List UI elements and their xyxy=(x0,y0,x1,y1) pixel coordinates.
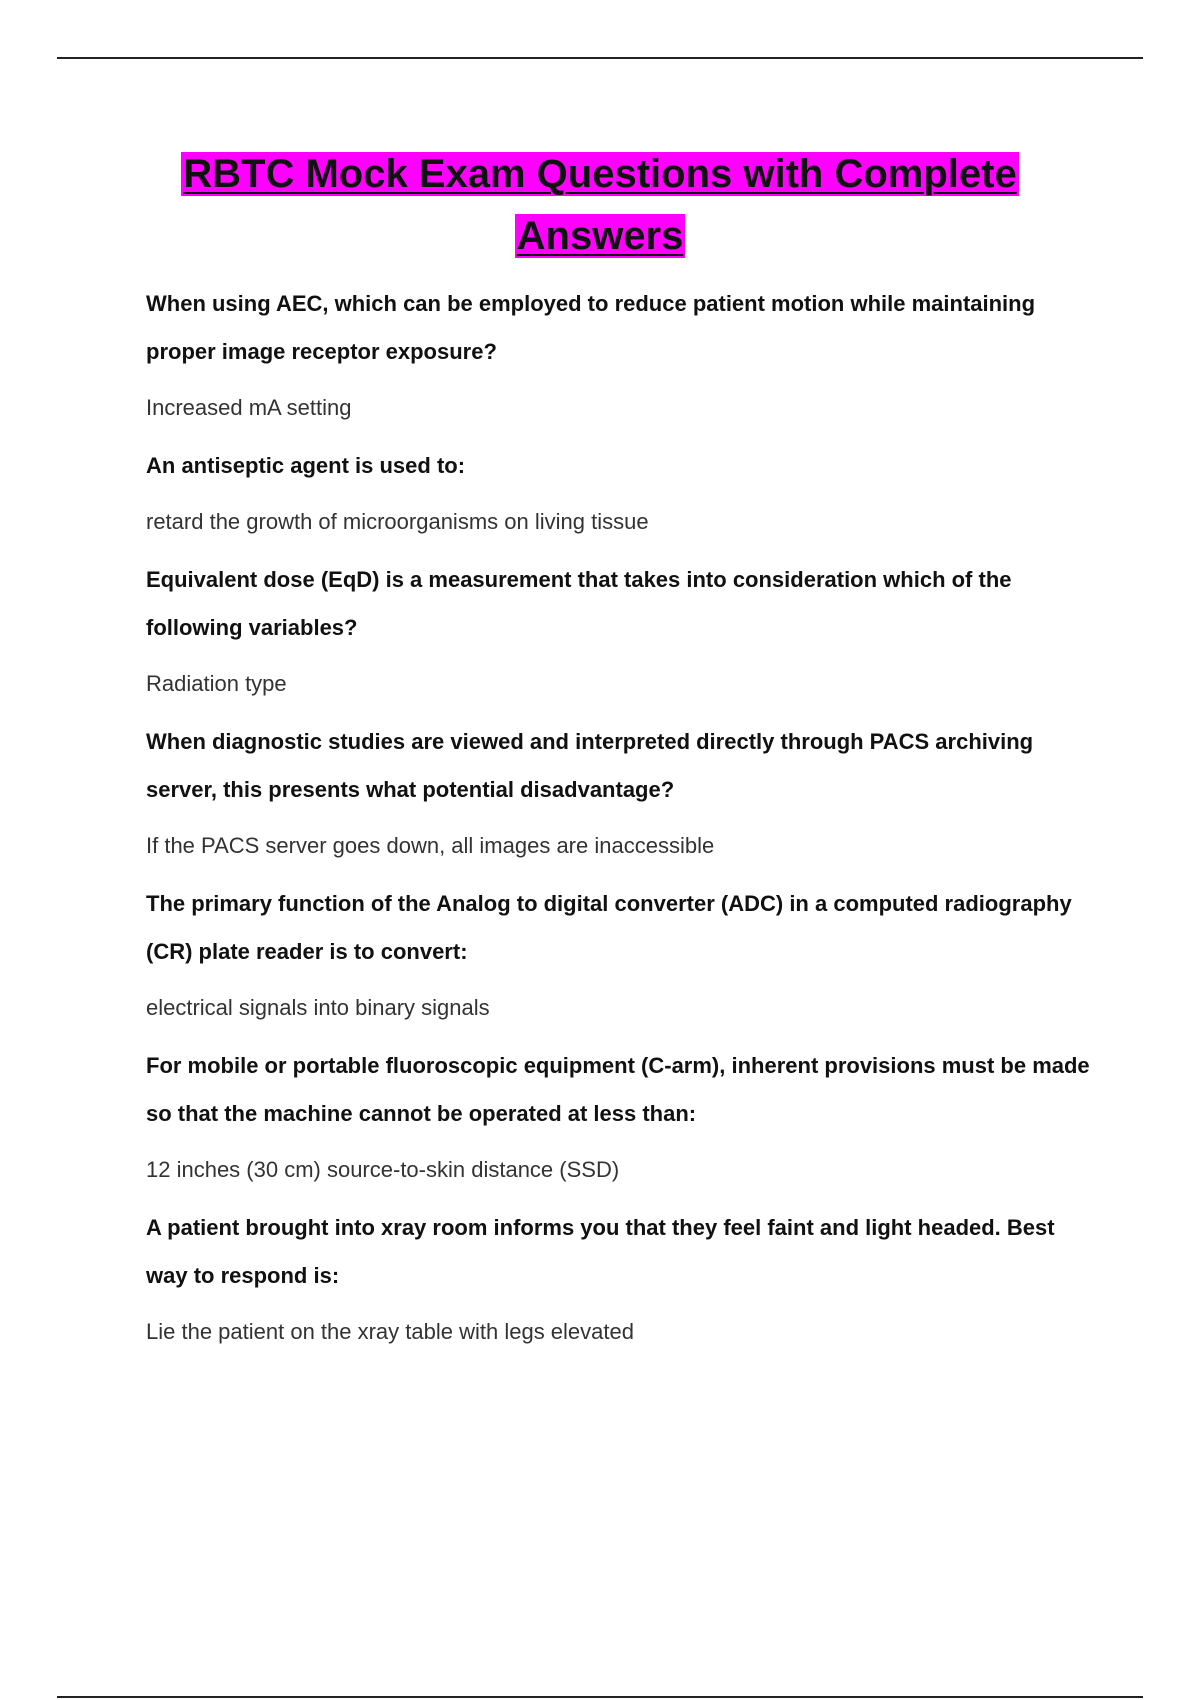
question-5: The primary function of the Analog to digital converter (ADC) in a computed radiography (CR) plate reader is to convert: xyxy=(146,891,1072,964)
answer-7: Lie the patient on the xray table with legs elevated xyxy=(146,1319,634,1344)
question-6: For mobile or portable fluoroscopic equipment (C-arm), inherent provisions must be made so that the machine cannot be operated at less than: xyxy=(146,1053,1090,1126)
document-title-text: RBTC Mock Exam Questions with Complete Answers xyxy=(183,152,1017,258)
answer-4: If the PACS server goes down, all images are inaccessible xyxy=(146,833,715,858)
bottom-rule xyxy=(57,1696,1143,1698)
question-3: Equivalent dose (EqD) is a measurement that takes into consideration which of the following variables? xyxy=(146,567,1012,640)
answer-3: Radiation type xyxy=(146,671,287,696)
answer-1: Increased mA setting xyxy=(146,395,352,420)
qa-item-7 xyxy=(146,1204,1096,1352)
qa-item-2 xyxy=(146,442,1096,542)
answer-2: retard the growth of microorganisms on living tissue xyxy=(146,509,649,534)
qa-item-6 xyxy=(146,1042,1096,1190)
answer-6: 12 inches (30 cm) source-to-skin distance (SSD) xyxy=(146,1157,620,1182)
qa-item-5 xyxy=(146,880,1096,1028)
top-rule xyxy=(57,57,1143,59)
question-2: An antiseptic agent is used to: xyxy=(146,453,466,478)
answer-5: electrical signals into binary signals xyxy=(146,995,490,1020)
document-title xyxy=(100,143,1100,267)
question-1: When using AEC, which can be employed to reduce patient motion while maintaining proper image receptor exposure? xyxy=(146,291,1036,364)
question-4: When diagnostic studies are viewed and interpreted directly through PACS archiving server, this presents what potential disadvantage? xyxy=(146,729,1034,802)
qa-item-1 xyxy=(146,280,1096,428)
question-7: A patient brought into xray room informs you that they feel faint and light headed. Best way to respond is: xyxy=(146,1215,1055,1288)
qa-item-3 xyxy=(146,556,1096,704)
qa-list xyxy=(146,280,1096,1366)
qa-item-4 xyxy=(146,718,1096,866)
